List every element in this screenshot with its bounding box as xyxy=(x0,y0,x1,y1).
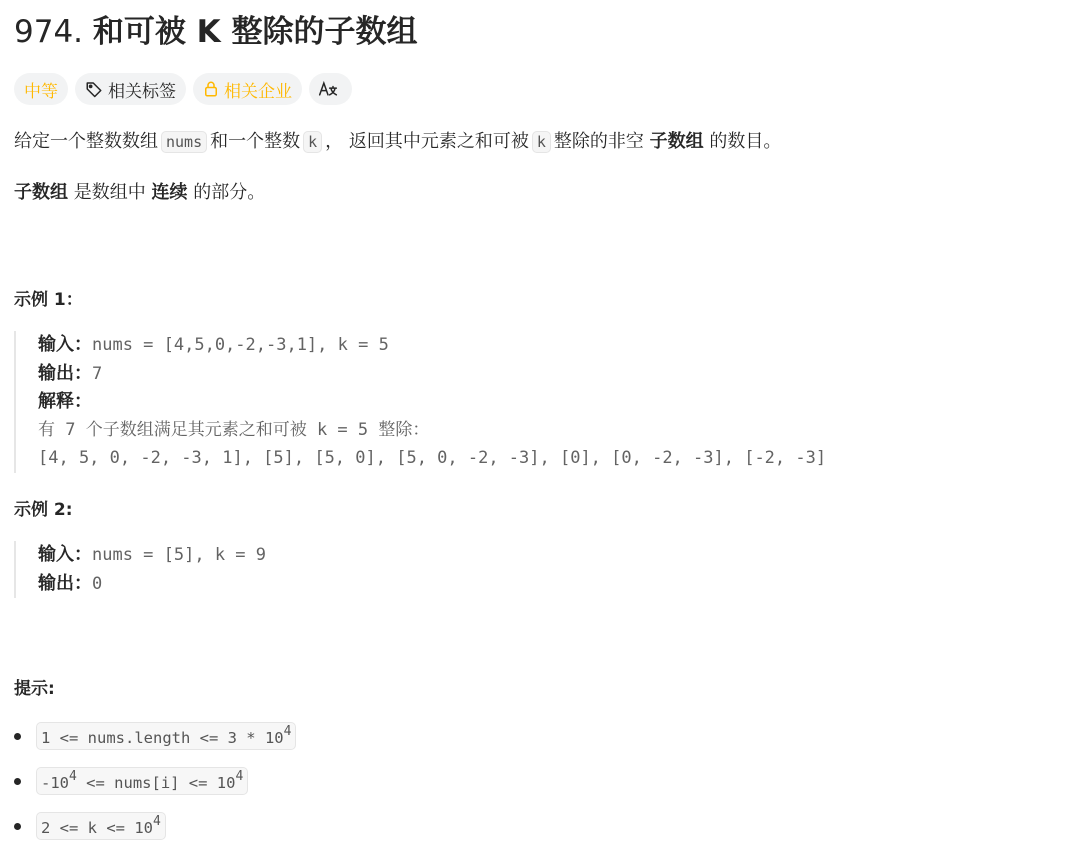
page-title xyxy=(14,10,418,54)
constraint-item xyxy=(14,812,166,840)
desc-bold-subarray: 子数组 xyxy=(649,131,704,152)
input-value: nums = [4,5,0,-2,-3,1], k = 5 xyxy=(92,335,389,355)
constraint-text: 1 <= nums.length <= 3 * 10 xyxy=(41,729,284,748)
bullet xyxy=(14,733,21,740)
difficulty-label: 中等 xyxy=(24,81,58,102)
constraint-code xyxy=(36,767,248,795)
example-1-input-line xyxy=(38,331,826,360)
output-value: 7 xyxy=(92,363,103,384)
desc-bold-subarray: 子数组 xyxy=(14,182,68,203)
example-1-explain-line xyxy=(38,388,826,416)
constraint-prefix: -10 xyxy=(41,774,69,793)
example-2-input-line xyxy=(38,541,266,570)
example-1-explain-list xyxy=(38,444,826,473)
related-tags-label: 相关标签 xyxy=(108,81,176,102)
explain-text: 有 7 个子数组满足其元素之和可被 k = 5 整除： xyxy=(38,419,430,440)
translate-icon xyxy=(318,80,338,98)
explain-label: 解释： xyxy=(38,391,92,412)
lock-icon xyxy=(203,80,219,98)
desc-text: 是数组中 xyxy=(73,182,146,203)
example-2-block xyxy=(14,541,266,598)
example-1-output-line xyxy=(38,360,826,389)
related-companies-button[interactable] xyxy=(193,73,302,105)
desc-text: 的部分。 xyxy=(193,182,266,203)
tag-icon xyxy=(85,80,103,98)
constraint-exponent: 4 xyxy=(152,814,161,829)
example-1-title: 示例 1： xyxy=(14,290,83,310)
desc-text: 的数目。 xyxy=(709,131,782,152)
constraint-item xyxy=(14,722,296,750)
constraint-code xyxy=(36,722,296,750)
constraint-exponent: 4 xyxy=(235,769,244,784)
explain-subarrays: [4, 5, 0, -2, -3, 1], [5], [5, 0], [5, 0, -2, -3], [0], [0, -2, -3], [-2, -3] xyxy=(38,448,827,468)
bullet xyxy=(14,778,21,785)
constraint-exponent: 4 xyxy=(69,769,77,784)
constraint-exponent: 4 xyxy=(283,724,292,739)
example-1-block xyxy=(14,331,826,473)
output-label: 输出： xyxy=(38,362,92,384)
output-label: 输出： xyxy=(38,572,92,594)
input-label: 输入： xyxy=(38,334,92,355)
desc-text: 给定一个整数数组 xyxy=(14,131,158,152)
constraint-text: 2 <= k <= 10 xyxy=(41,819,153,838)
desc-text: 和一个整数 xyxy=(210,131,301,152)
desc-text: 整除的非空 xyxy=(553,131,644,152)
description-paragraph-2 xyxy=(14,180,265,206)
inline-code-k: k xyxy=(303,131,322,153)
related-companies-label: 相关企业 xyxy=(224,81,292,102)
input-label: 输入： xyxy=(38,544,92,565)
difficulty-badge[interactable] xyxy=(14,73,68,105)
desc-text: ， 返回其中元素之和可被 xyxy=(325,131,529,152)
constraint-code xyxy=(36,812,166,840)
related-tags-button[interactable] xyxy=(75,73,186,105)
inline-code-nums: nums xyxy=(161,131,207,153)
example-2-title: 示例 2: xyxy=(14,500,73,520)
constraint-text: <= nums[i] <= 10 xyxy=(76,774,236,793)
output-value: 0 xyxy=(92,573,103,594)
problem-number: 974. xyxy=(14,14,84,50)
problem-name: 和可被 K 整除的子数组 xyxy=(92,14,418,50)
tag-bar xyxy=(14,73,352,105)
constraints-title: 提示: xyxy=(14,679,55,699)
input-value: nums = [5], k = 9 xyxy=(92,545,266,565)
example-1-explain-text xyxy=(38,416,826,445)
desc-bold-continuous: 连续 xyxy=(151,182,188,203)
example-2-output-line xyxy=(38,570,266,599)
bullet xyxy=(14,823,21,830)
translate-button[interactable] xyxy=(309,73,352,105)
constraint-item xyxy=(14,767,248,795)
description-paragraph-1 xyxy=(14,129,781,155)
inline-code-k: k xyxy=(532,131,551,153)
